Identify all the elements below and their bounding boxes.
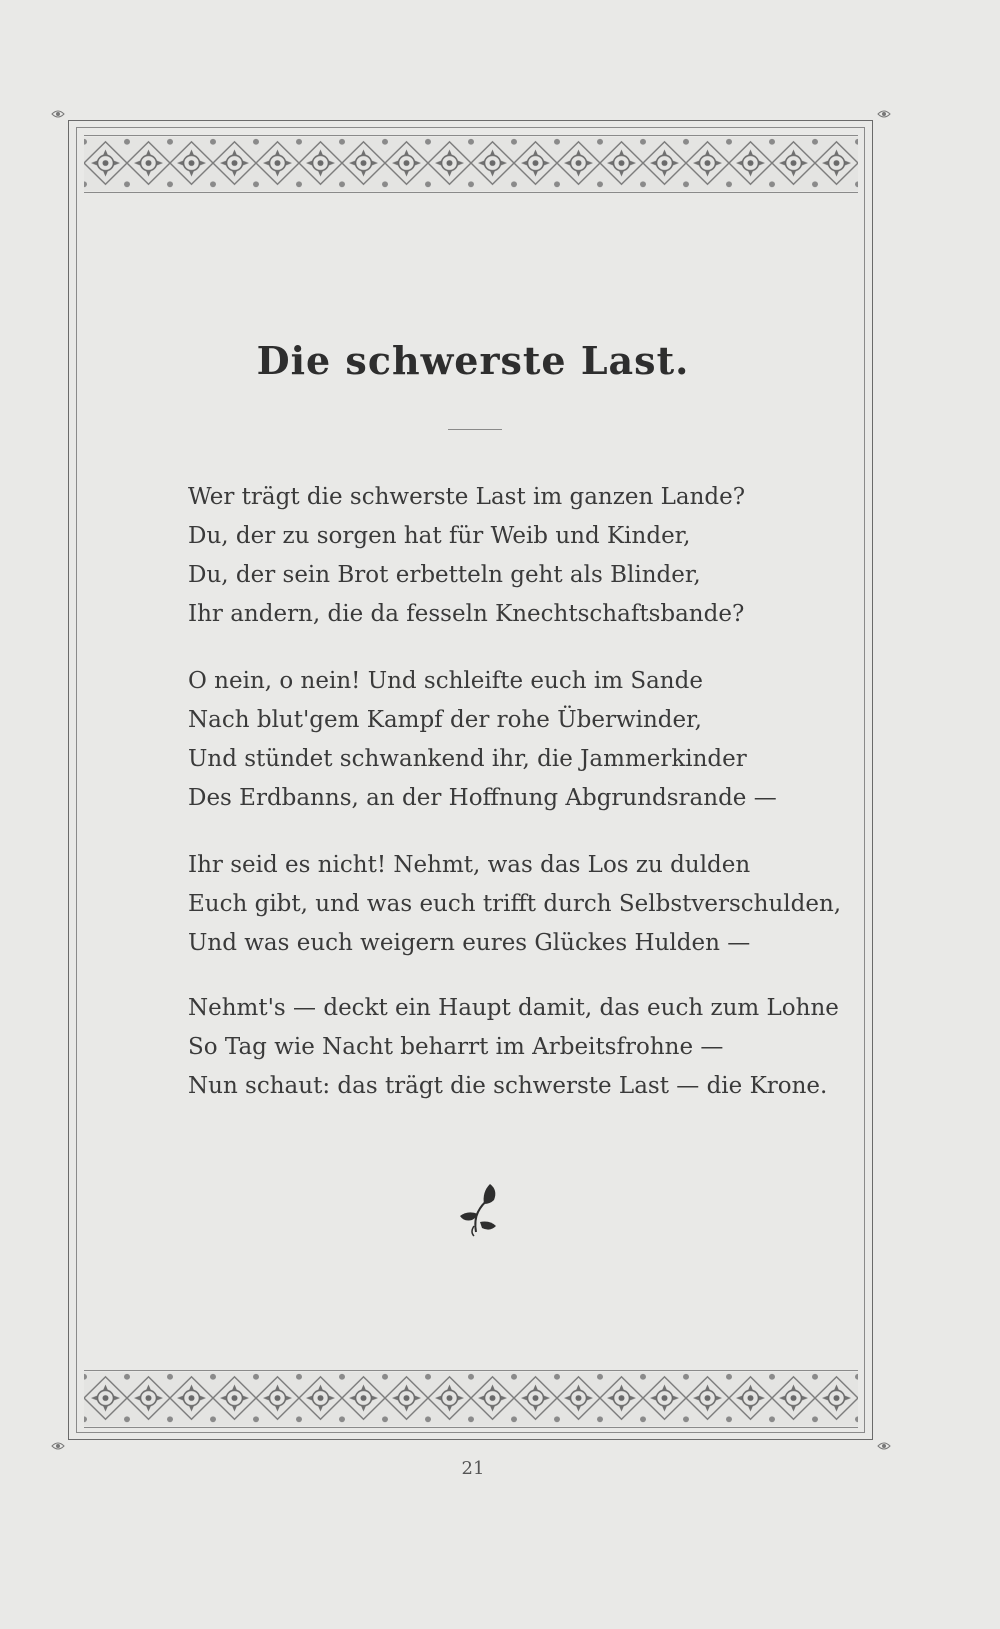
verse-line: Nach blut'gem Kampf der rohe Überwinder, [188, 707, 702, 733]
corner-ornament-icon [50, 1438, 66, 1454]
verse-line: So Tag wie Nacht beharrt im Arbeitsfrohne — [188, 1034, 724, 1060]
verse-line: Euch gibt, und was euch trifft durch Selbstverschulden, [188, 891, 842, 917]
verse-line: Des Erdbanns, an der Hoffnung Abgrundsrande — [188, 785, 777, 811]
verse-line: Und was euch weigern eures Glückes Hulden — [188, 930, 751, 956]
verse-line: Nun schaut: das trägt die schwerste Last — die Krone. [188, 1073, 828, 1099]
stanza [188, 989, 839, 1106]
title-divider [448, 429, 502, 430]
stanza [188, 662, 808, 818]
bottom-decorative-band [84, 1370, 858, 1428]
stanza [188, 478, 808, 634]
top-decorative-band [84, 135, 858, 193]
verse-line: Wer trägt die schwerste Last im ganzen Lande? [188, 484, 746, 510]
corner-ornament-icon [50, 106, 66, 122]
floral-ornament-icon [444, 1176, 508, 1240]
corner-ornament-icon [876, 106, 892, 122]
stanza [188, 846, 842, 963]
poem-title: Die schwerste Last. [256, 338, 690, 383]
corner-ornament-icon [876, 1438, 892, 1454]
page-number: 21 [461, 1458, 485, 1479]
verse-line: Ihr andern, die da fesseln Knechtschaftsbande? [188, 601, 745, 627]
verse-line: Du, der zu sorgen hat für Weib und Kinder, [188, 523, 691, 549]
verse-line: O nein, o nein! Und schleifte euch im Sande [188, 668, 703, 694]
verse-line: Und stündet schwankend ihr, die Jammerkinder [188, 746, 747, 772]
verse-line: Ihr seid es nicht! Nehmt, was das Los zu dulden [188, 852, 751, 878]
poem-body [188, 478, 842, 1106]
verse-line: Du, der sein Brot erbetteln geht als Blinder, [188, 562, 701, 588]
verse-line: Nehmt's — deckt ein Haupt damit, das euch zum Lohne [188, 995, 839, 1021]
